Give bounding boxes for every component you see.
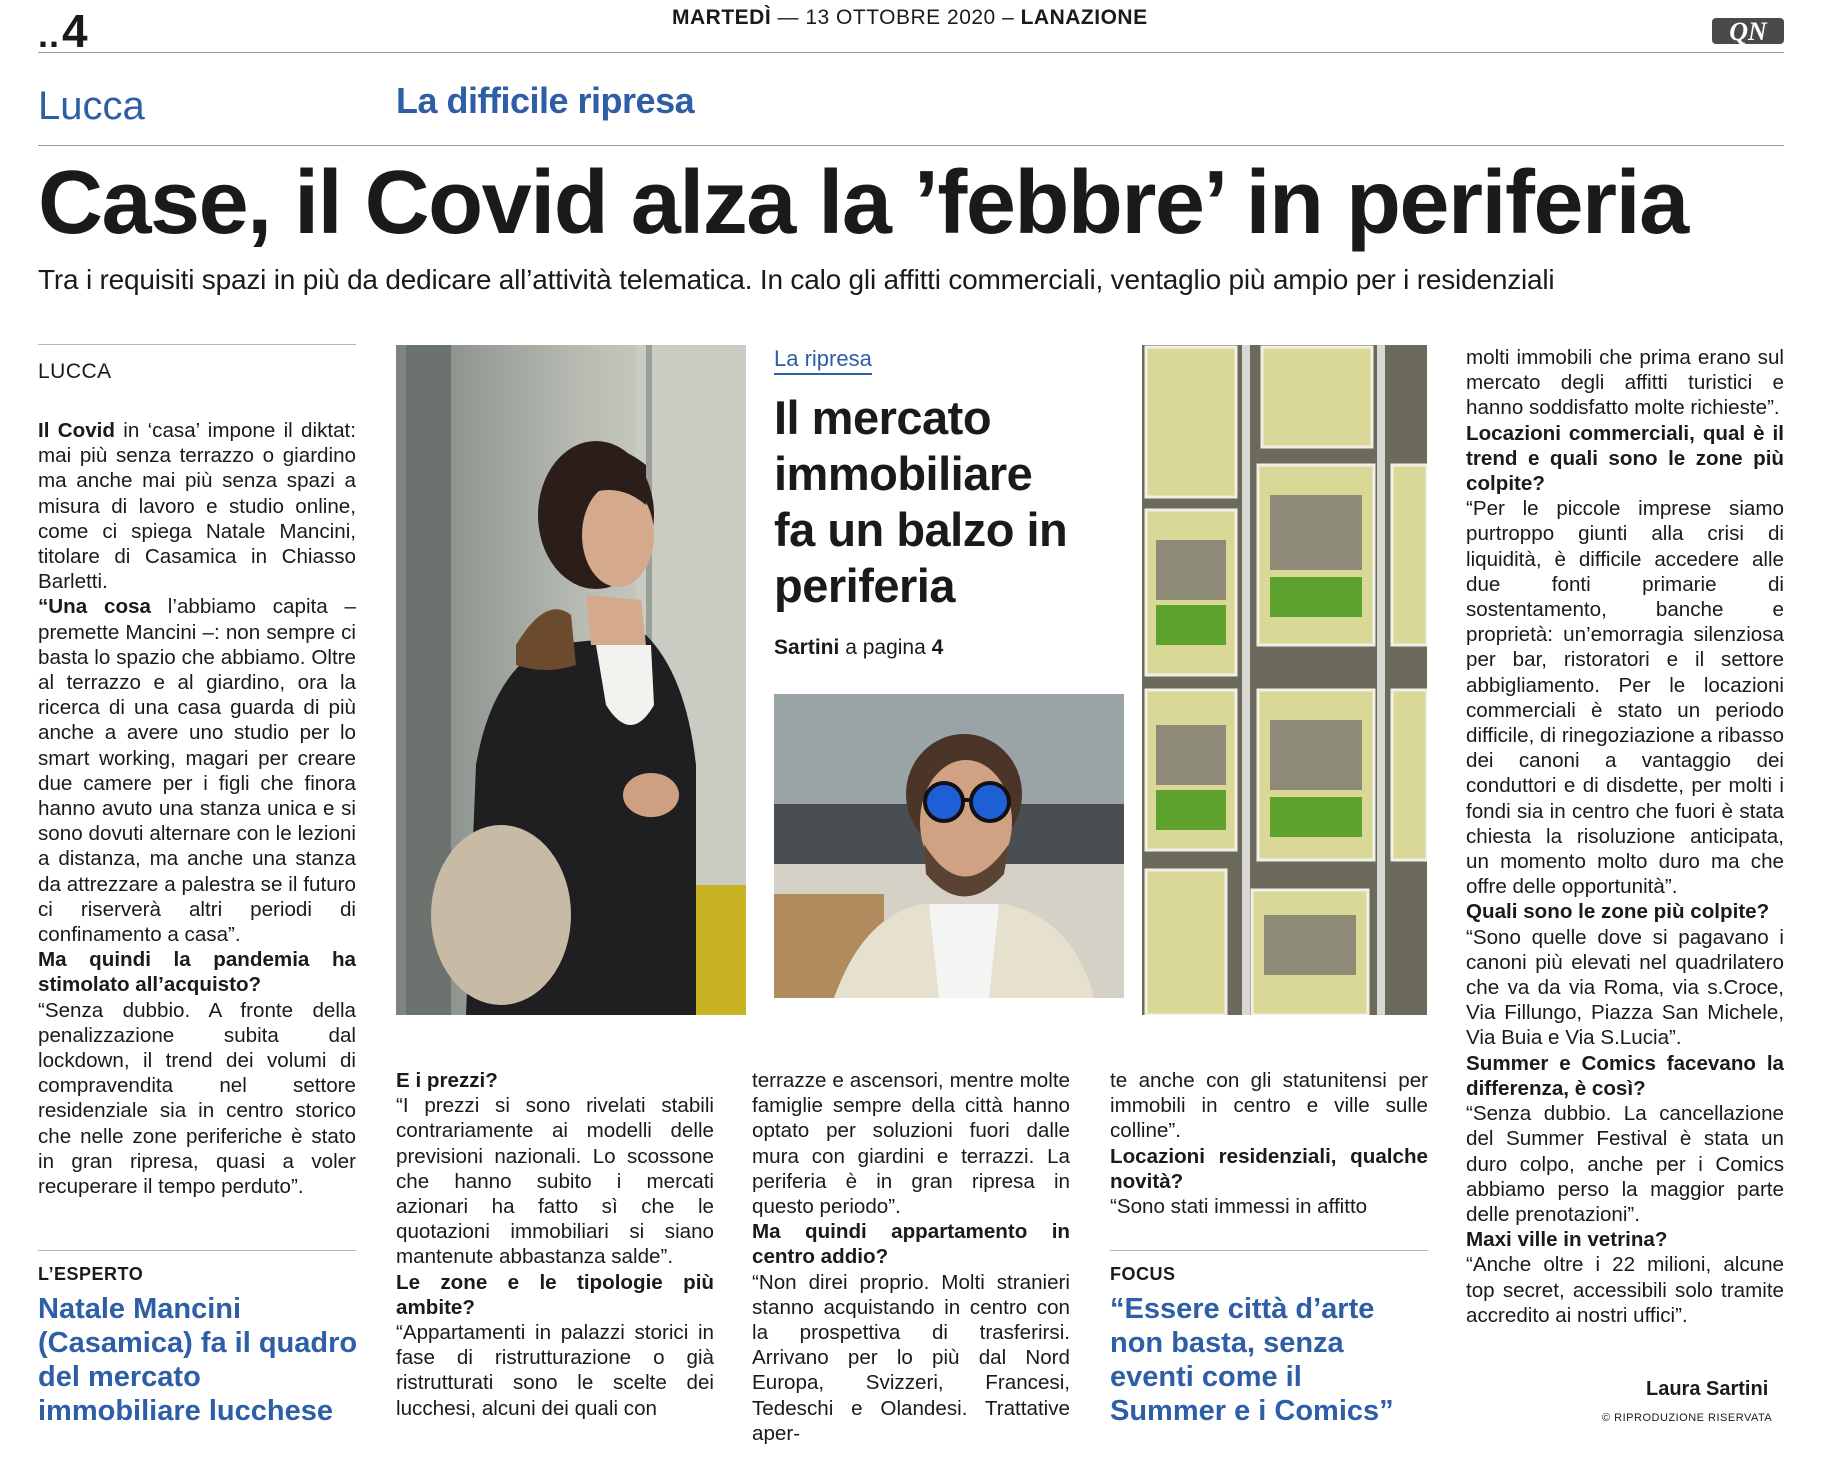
col1-top-rule [38, 344, 356, 345]
qn-logo [1712, 12, 1784, 50]
focus-kicker: FOCUS [1110, 1264, 1176, 1284]
photo-real-estate-window [1142, 345, 1427, 1015]
teaser-label: La ripresa [774, 346, 872, 375]
paragraph: “I prezzi si sono rivelati stabili contrariamente ai modelli delle previsioni nazionali. Lo scossone che hanno subito i mercati azionari ha fatto sì che le quotazioni immobiliari si siano mantenute abbastanza salde”. [396, 1094, 714, 1269]
article-dateline: LUCCA [38, 360, 112, 383]
photo-listings-illustration [1142, 345, 1427, 1015]
question: Ma quindi la pandemia ha stimolato all’acquisto? [38, 948, 356, 997]
svg-text:QN: QN [1729, 17, 1767, 46]
article-column-2 [396, 1068, 714, 1421]
question: Le zone e le tipologie più ambite? [396, 1270, 714, 1319]
article-column-1 [38, 418, 356, 1199]
paragraph: “Una cosa l’abbiamo capita – premette Mancini –: non sempre ci basta lo spazio che abbiamo. Oltre al terrazzo e al giardino, ora la ricerca di una casa guarda di più anche a avere uno studio per lo smart working, magari per creare due camere per i figli che finora hanno avuto una stanza unica e si sono dovuti alternare con le lezioni a distanza, ma anche una stanza da attrezzare a palestra se il futuro ci riserverà altri periodi di confinamento a casa”. [38, 595, 356, 947]
expert-box-rule [38, 1250, 356, 1251]
question: Locazioni commerciali, qual è il trend e quali sono le zone più colpite? [1466, 421, 1784, 496]
question: Locazioni residenziali, qualche novità? [1110, 1144, 1428, 1193]
expert-headline: Natale Mancini (Casamica) fa il quadro del mercato immobiliare lucchese [38, 1293, 358, 1427]
question: Summer e Comics facevano la differenza, è così? [1466, 1051, 1784, 1100]
author-byline: Laura Sartini [1646, 1378, 1769, 1400]
article-column-3 [752, 1068, 1070, 1446]
copyright-notice: © RIPRODUZIONE RISERVATA [1602, 1412, 1773, 1424]
expert-kicker: L’ESPERTO [38, 1264, 144, 1284]
question: E i prezzi? [396, 1069, 498, 1092]
top-rule [38, 52, 1784, 53]
article-column-4 [1110, 1068, 1428, 1219]
page-number: ..4 [38, 5, 89, 57]
question: Ma quindi appartamento in centro addio? [752, 1220, 1070, 1269]
photo-woman-at-window [396, 345, 746, 1015]
main-headline: Case, il Covid alza la ’febbre’ in periferia [38, 153, 1688, 253]
issue-dateline: MARTEDÌ — 13 OTTOBRE 2020 – LANAZIONE [672, 6, 1148, 29]
paragraph: “Senza dubbio. La cancellazione del Summer Festival è stata un duro colpo, anche per i Comics abbiamo perso la maggior parte delle prenotazioni”. [1466, 1102, 1784, 1226]
focus-box-rule [1110, 1250, 1428, 1251]
section-rule [38, 145, 1784, 146]
section-topic: La difficile ripresa [396, 80, 695, 121]
paragraph: “Appartamenti in palazzi storici in fase di ristrutturazione o già ristrutturati sono le scelte dei lucchesi, alcuni dei quali con [396, 1321, 714, 1420]
subheadline: Tra i requisiti spazi in più da dedicare all’attività telematica. In calo gli affitti commerciali, ventaglio più ampio per i residenziali [38, 264, 1555, 295]
paragraph: terrazze e ascensori, mentre molte famiglie sempre della città hanno optato per soluzioni fuori dalle mura con giardini e terrazzi. La periferia è in gran ripresa in questo periodo”. [752, 1069, 1070, 1219]
teaser-headline: Il mercato immobiliare fa un balzo in periferia [774, 391, 1068, 612]
paragraph: “Per le piccole imprese siamo purtroppo giunti alla crisi di liquidità, è difficile accedere alle due fonti primarie di sostentamento, banche e proprietà: un’emorragia silenziosa per bar, ristoratori e il settore abbigliamento. Per le locazioni commerciali è stato un periodo difficile, di rinegoziazione a ribasso dei canoni a vantaggio dei conduttori e di disdette, per molti i fondi sia in centro che fuori è stata chiesta la risoluzione anticipata, un momento molto duro ma che offre delle opportunità”. [1466, 497, 1784, 899]
focus-headline: “Essere città d’arte non basta, senza eventi come il Summer e i Comics” [1110, 1293, 1394, 1427]
photo-man-illustration [774, 694, 1124, 998]
paragraph: Il Covid in ‘casa’ impone il diktat: mai più senza terrazzo o giardino ma anche mai più senza spazi a misura di lavoro e studio online, come ci spiega Natale Mancini, titolare di Casamica in Chiasso Barletti. [38, 419, 356, 594]
paragraph: “Sono stati immessi in affitto [1110, 1195, 1368, 1219]
paragraph: “Senza dubbio. A fronte della penalizzazione subita dal lockdown, il trend dei volumi di compravendita nel settore residenziale sia in centro storico che nelle zone periferiche è stato in gran ripresa, quasi a voler recuperare il tempo perduto”. [38, 998, 356, 1199]
paragraph: “Sono quelle dove si pagavano i canoni più elevati nel quadrilatero che va da via Roma, via s.Croce, Via Fillungo, Piazza San Michele, Via Buia e Via S.Lucia”. [1466, 925, 1784, 1050]
photo-natale-mancini [774, 694, 1124, 998]
question: Maxi ville in vetrina? [1466, 1228, 1668, 1252]
photo-woman-illustration [396, 345, 746, 1015]
teaser-page-ref: Sartini a pagina 4 [774, 636, 944, 659]
paragraph: te anche con gli statunitensi per immobili in centro e ville sulle colline”. [1110, 1069, 1428, 1143]
article-column-5 [1466, 345, 1784, 1328]
paragraph: molti immobili che prima erano sul mercato degli affitti turistici e hanno soddisfatto molte richieste”. [1466, 346, 1784, 420]
paragraph: “Non direi proprio. Molti stranieri stanno acquistando in centro con la prospettiva di trasferirsi. Arrivano per lo più dal Nord Europa, Svizzeri, Francesi, Tedeschi e Olandesi. Trattative aper- [752, 1270, 1070, 1445]
question: Quali sono le zone più colpite? [1466, 900, 1770, 924]
section-city: Lucca [38, 84, 145, 128]
paragraph: “Anche oltre i 22 milioni, alcune top secret, accessibili solo tramite accredito ai nostri uffici”. [1466, 1253, 1784, 1327]
